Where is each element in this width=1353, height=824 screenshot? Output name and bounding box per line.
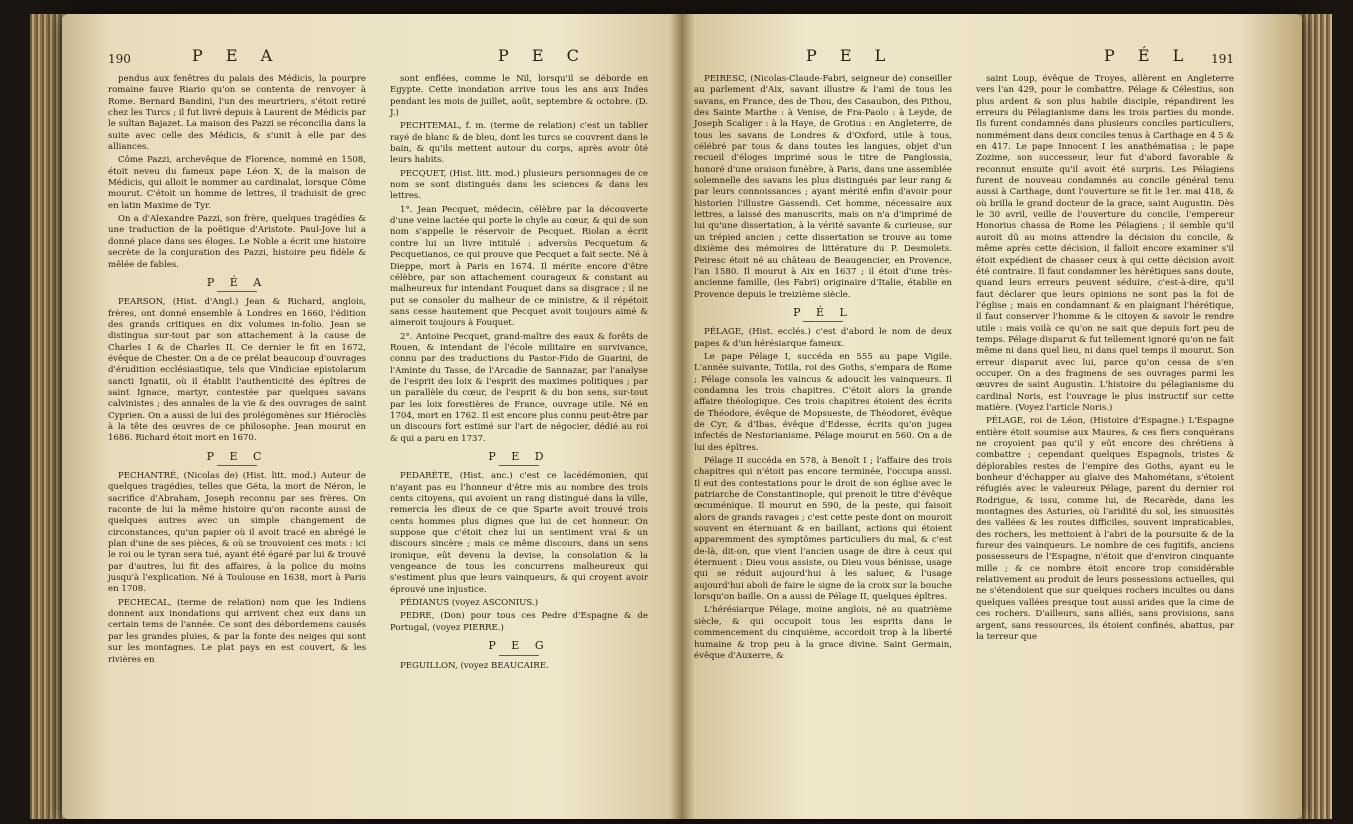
paragraph: PECQUET, (Hist. litt. mod.) plusieurs personnages de ce nom se sont distingués dans les sciences & dans les lettres. — [390, 168, 648, 202]
header-left: P E A — [192, 46, 282, 65]
paragraph: PEDRE, (Don) pour tous ces Pedre d'Espagne & de Portugal, (voyez PIERRE.) — [390, 611, 648, 633]
paragraph: PÉLAGE, (Hist. ecclés.) c'est d'abord le nom de deux papes & d'un hérésiarque fameux. — [694, 327, 952, 349]
paragraph: PECHANTRÉ, (Nicolas de) (Hist. litt. mod.) Auteur de quelques tragédies, telles que Géta, la mort de Néron, le sacrifice d'Abraham, Joseph reconnu par ses frères. On raconte de lui la même histoire qu'on raconte aussi de quelques autres avec un simple changement de circonstances, qu'un papier où il avoit tracé en abrégé le plan d'une de ses pièces, & où se trouvoient ces mots : ici le roi ou le tyran sera tué, ayant été égaré par lui & trouvé par d'autres, lui fit des affaires, à la police du moins jusqu'à l'explication. Né à Toulouse en 1638, mort à Paris en 1708. — [108, 471, 366, 595]
right-page — [694, 40, 1234, 800]
paragraph: 2°. Antoine Pecquet, grand-maître des eaux & forêts de Rouen, & intendant de l'école militaire en survivance, connu par des traductions du Pastor-Fido de Guarini, de l'Aminte du Tasse, de l'Arcadie de Sannazar, par l'analyse de l'esprit des loix & l'esprit des maximes politiques ; par un parallèle du cœur, de l'esprit & du bon sens, sur-tout par les loix forestières de France, ouvrage utile. Né en 1704, mort en 1762. Il est encore plus connu peut-être par un discours fort estimé sur l'art de négocier, dédié au roi & qui a paru en 1737. — [390, 331, 648, 444]
page-number: 190 — [108, 52, 131, 66]
paragraph: sont enflées, comme le Nil, lorsqu'il se déborde en Egypte. Cette inondation arrive tous les ans aux Indes pendant les mois de juillet, août, septembre & octobre. (D. J.) — [390, 74, 648, 119]
paragraph: PÉDIANUS (voyez ASCONIUS.) — [400, 598, 539, 609]
paragraph: PEDARÈTE, (Hist. anc.) c'est ce lacédémonien, qui n'ayant pas eu l'honneur d'être mis au nombre des trois cents citoyens, qui avoient un rang distingué dans la ville, remercia les dieux de ce que Sparte avoit trouvé trois cents hommes plus dignes que lui de cet honneur. On suppose que c'étoit chez lui un sentiment vrai & un discours sincère ; mais ce même discours, dans un sens ironique, eût devenu la devise, la consolation & la vengeance de tous les concurrens malheureux qui s'estiment plus que leurs vainqueurs, & qui croyent avoir éprouvé une injustice. — [390, 471, 648, 595]
paragraph: PÉLAGE, roi de Léon, (Histoire d'Espagne.) L'Espagne entière étoit soumise aux Maures, & ces fiers conquérans ne croyoient pas qu'il y eût encore des chrétiens à combattre ; cependant quelques Espagnols, tristes & déplorables restes de l'empire des Goths, ayant eu le bonheur d'échapper au glaive des Mahométans, s'étoient réfugiés avec le valeureux Pélage, parent du dernier roi Rodrigue, & issu, comme lui, de Recarède, dans les montagnes des Asturies, où l'aridité du sol, les sinuosités des vallées & les routes difficiles, souvent impraticables, des rochers, les mettoient à l'abri de la poursuite & de la fureur des vainqueurs. Le nombre de ces fugitifs, anciens possesseurs de l'Espagne, n'étoit que d'environ cinquante mille ; & ce nombre étoit encore trop considérable relativement au produit de leurs possessions actuelles, qui ne s'étendoient que sur quelques rochers incultes ou dans quelques vallées presque tout aussi arides que la cime de ces rochers. D'ailleurs, sans alliés, sans provisions, sans argent, sans ressources, ils étoient confinés, abattus, par la terreur que — [976, 416, 1234, 642]
section-heading: P É L — [694, 307, 952, 322]
paragraph: PECHECAL, (terme de relation) nom que les Indiens donnent aux inondations qui arrivent chez eux dans un certain tems de l'année. Ce sont des débordemens causés par les grandes pluies, & par la fonte des neiges qui sont sur les montagnes. Le plat pays en est couvert, & les rivières en — [108, 597, 366, 665]
paragraph: Côme Pazzi, archevêque de Florence, nommé en 1508, étoit neveu du fameux pape Léon X, de la maison de Médicis, qui alloit le nommer au cardinalat, lorsque Côme mourut. C'étoit un homme de lettres, il traduisit de grec en latin Maxime de Tyr. — [108, 155, 366, 211]
paragraph: saint Loup, évêque de Troyes, allèrent en Angleterre vers l'an 429, pour le combattre. Pélage & Célestius, son plus ardent & son plus habile disciple, répandirent les erreurs du Pélagianisme dans les trois parties du monde. Ils furent condamnés dans plusieurs conciles particuliers, nommément dans deux conciles tenus à Carthage en 4 5 & en 417. Le pape Innocent I les anathématisa ; le pape Zozime, son successeur, leur fut d'abord favorable & reconnut ensuite qu'il avoit été surpris. Les Pélagiens furent de nouveau condamnés au concile général tenu aussi à Carthage, dont l'ouverture se fit le 1er. mai 418, & où brilla le grand docteur de la grace, saint Augustin. Dès le 30 avril, veille de l'ouverture du concile, l'empereur Honorius chassa de Rome les Pélagiens ; il semble qu'il auroit dû au moins attendre la décision du concile, & même après cette décision, il falloit encore examiner s'il étoit expédient de chasser ceux à qui cette décision avoit été contraire. Il faut condamner les hérétiques sans doute, quand leurs erreurs peuvent séduire, c'est-à-dire, qu'il faut déclarer que leurs opinions ne sont pas la foi de l'église ; mais en condamnant & en plaignant l'hérétique, il faut conserver l'homme & le citoyen & savoir le rendre utile : mais voilà ce qu'on ne sait que depuis fort peu de temps. Pélage disparut & fut tellement ignoré qu'on ne fait même ni dans quel lieu, ni dans quel temps il mourut. Son erreur disparut avec lui, parce qu'on cessa de s'en occuper. On a des fragmens de ses ouvrages parmi les œuvres de saint Augustin. L'histoire du pélagianisme du cardinal Noris, est l'ouvrage le plus instructif sur cette matière. (Voyez l'article Noris.) — [976, 74, 1234, 413]
paragraph: 1°. Jean Pecquet, médecin, célèbre par la découverte d'une veine lactée qui porte le chyle au cœur, & qui de son nom s'appelle le réservoir de Pecquet. Riolan a écrit contre lui un livre intitulé : adversùs Pecquetum & Pecquetianos, ce qui prouve que Pecquet a fait secte. Né à Dieppe, mort à Paris en 1674. Il mérite encore d'être célèbre, par son attachement courageux & constant au malheureux fur intendant Fouquet dans sa disgrace ; il ne put se consoler du malheur de ce ministre, & il répétoit sans cesse hautement que Pecquet avoit toujours aimé & aimeroit toujours à Fouquet. — [390, 204, 648, 329]
left-running-head — [108, 40, 648, 74]
right-page-column-1 — [694, 74, 952, 664]
header-right: P E C — [498, 46, 588, 65]
header-left: P E L — [806, 46, 895, 65]
left-page-column-2 — [390, 74, 648, 674]
paragraph: Le pape Pélage I, succéda en 555 au pape Vigile. L'année suivante, Totila, roi des Goths, s'empara de Rome ; Pélage consola les vaincus & adoucit les vainqueurs. Il condamna les trois chapitres. C'étoit alors la grande affaire théologique. Ces trois chapitres étoient des écrits de Théodore, évêque de Mopsueste, de Théodoret, évêque de Cyr, & d'Ibas, évêque d'Edesse, écrits qu'on jugea infectés de Nestorianisme. Pélage mourut en 560. On a de lui des épîtres. — [694, 351, 952, 453]
left-page-column-1 — [108, 74, 366, 674]
paragraph: PEGUILLON, (voyez BEAUCAIRE. — [400, 660, 549, 671]
section-heading: P E G — [390, 640, 648, 655]
page-number: 191 — [1211, 52, 1234, 66]
paragraph: L'hérésiarque Pélage, moine anglois, né au quatrième siècle, & qui occupoit tous les esprits dans le commencement du cinquième, accordoit trop à la liberté humaine & trop peu à la grace divine. Saint Germain, évêque d'Auxerre, & — [694, 605, 952, 661]
paragraph: PECHTEMAL, f. m. (terme de relation) c'est un tablier rayé de blanc & de bleu, dont les turcs se couvrent dans le bain, & qu'ils mettent autour du corps, après avoir ôté leurs habits. — [390, 121, 648, 166]
section-heading: P E C — [108, 451, 366, 466]
paragraph: Pélage II succéda en 578, à Benoît I ; l'affaire des trois chapitres qui n'étoit pas encore terminée, l'occupa aussi. Il eut des contestations pour le droit de son église avec le patriarche de Constantinople, qui prenoit le titre d'évêque œcuménique. Il mourut en 590, de la peste, qui faisoit alors de grands ravages ; c'est cette peste dont on mouroit souvent en éternuant & en baillant, actions qui étoient apparemment des symptômes particuliers du mal, & c'est de-là, dit-on, que vient l'ancien usage de dire à ceux qui éternuent : Dieu vous assiste, ou Dieu vous bénisse, usage qui se réduit aujourd'hui à les saluer, & l'usage aujourd'hui aboli de faire le signe de la croix sur la bouche lorsqu'on baille. On a aussi de Pélage II, quelques épîtres. — [694, 456, 952, 603]
right-page-column-2 — [976, 74, 1234, 664]
paragraph: PEARSON, (Hist. d'Angl.) Jean & Richard, anglois, frères, ont donné ensemble à Londres en 1660, l'édition des grands critiques en dix volumes in-folio. Jean se distingua sur-tout par son attachement à la cause de Charles I & de Charles II. Ce dernier le fit en 1672, évêque de Chester. On a de ce prélat beaucoup d'ouvrages d'érudition ecclésiastique, tels que Vindiciae epistolarum sancti Ignatii, où il établit l'authenticité des épîtres de saint Ignace, martyr, contestée par quelques savans calvinistes ; des annales de la vie & des ouvrages de saint Cyprien. On a aussi de lui des prolégomènes sur Hiéroclès à la tête des œuvres de ce philosophe. Jean mourut en 1686. Richard étoit mort en 1670. — [108, 297, 366, 444]
right-running-head — [694, 40, 1234, 74]
section-heading: P É A — [108, 277, 366, 292]
paragraph: pendus aux fenêtres du palais des Médicis, la pourpre romaine fauve Riario qu'on se contenta de renvoyer à Rome. Bernard Bandini, l'un des meurtriers, s'étoit retiré chez les Turcs ; il fut livré depuis à Laurent de Médicis par le sultan Bajazet. La maison des Pazzi se réconcilia dans la suite avec celle des Médicis, & s'unit à elle par des alliances. — [108, 74, 366, 153]
section-heading: P E D — [390, 451, 648, 466]
paragraph: On a d'Alexandre Pazzi, son frère, quelques tragédies & une traduction de la poëtique d'Aristote. Paul-Jove lui a donné place dans ses éloges. Le Noble a écrit une histoire secrète de la conjuration des Pazzi, histoire peu fidèle & mêlée de fables. — [108, 214, 366, 270]
left-page — [108, 40, 648, 800]
header-right: P É L — [1104, 46, 1193, 65]
paragraph: PEIRESC, (Nicolas-Claude-Fabri, seigneur de) conseiller au parlement d'Aix, savant illustre & l'ami de tous les savans, en France, des de Thou, des Casaubon, des Pithou, des Sainte Marthe : à Venise, de Fra-Paolo : à Leyde, de Joseph Scaliger : à la Haye, de Grotius : en Angleterre, de tous les savans de Londres & d'Oxford, utile à tous, célébré par tous & dans toutes les langues, objet d'un recueil d'éloges imprimé sous le titre de Panglossia, honoré d'une oraison funèbre, à Paris, dans une assemblée solemnelle des savans les plus distingués par leur rang & par leurs connoissances ; ayant mérité enfin d'avoir pour historien l'illustre Gassendi. Cet homme, nécessaire aux lettres, a laissé des manuscrits, mais on n'a d'imprimé de lui qu'une dissertation, à la vérité savante & curieuse, sur un trépied ancien ; cette dissertation se trouve au tome dixième des mémoires de littérature du P. Desmolets. Peiresc étoit né au château de Beaugencier, en Provence, l'an 1580. Il mourut à Aix en 1637 ; il étoit d'une très-ancienne famille, (les Fabri) originaire d'Italie, établie en Provence depuis le treizième siècle. — [694, 74, 952, 300]
